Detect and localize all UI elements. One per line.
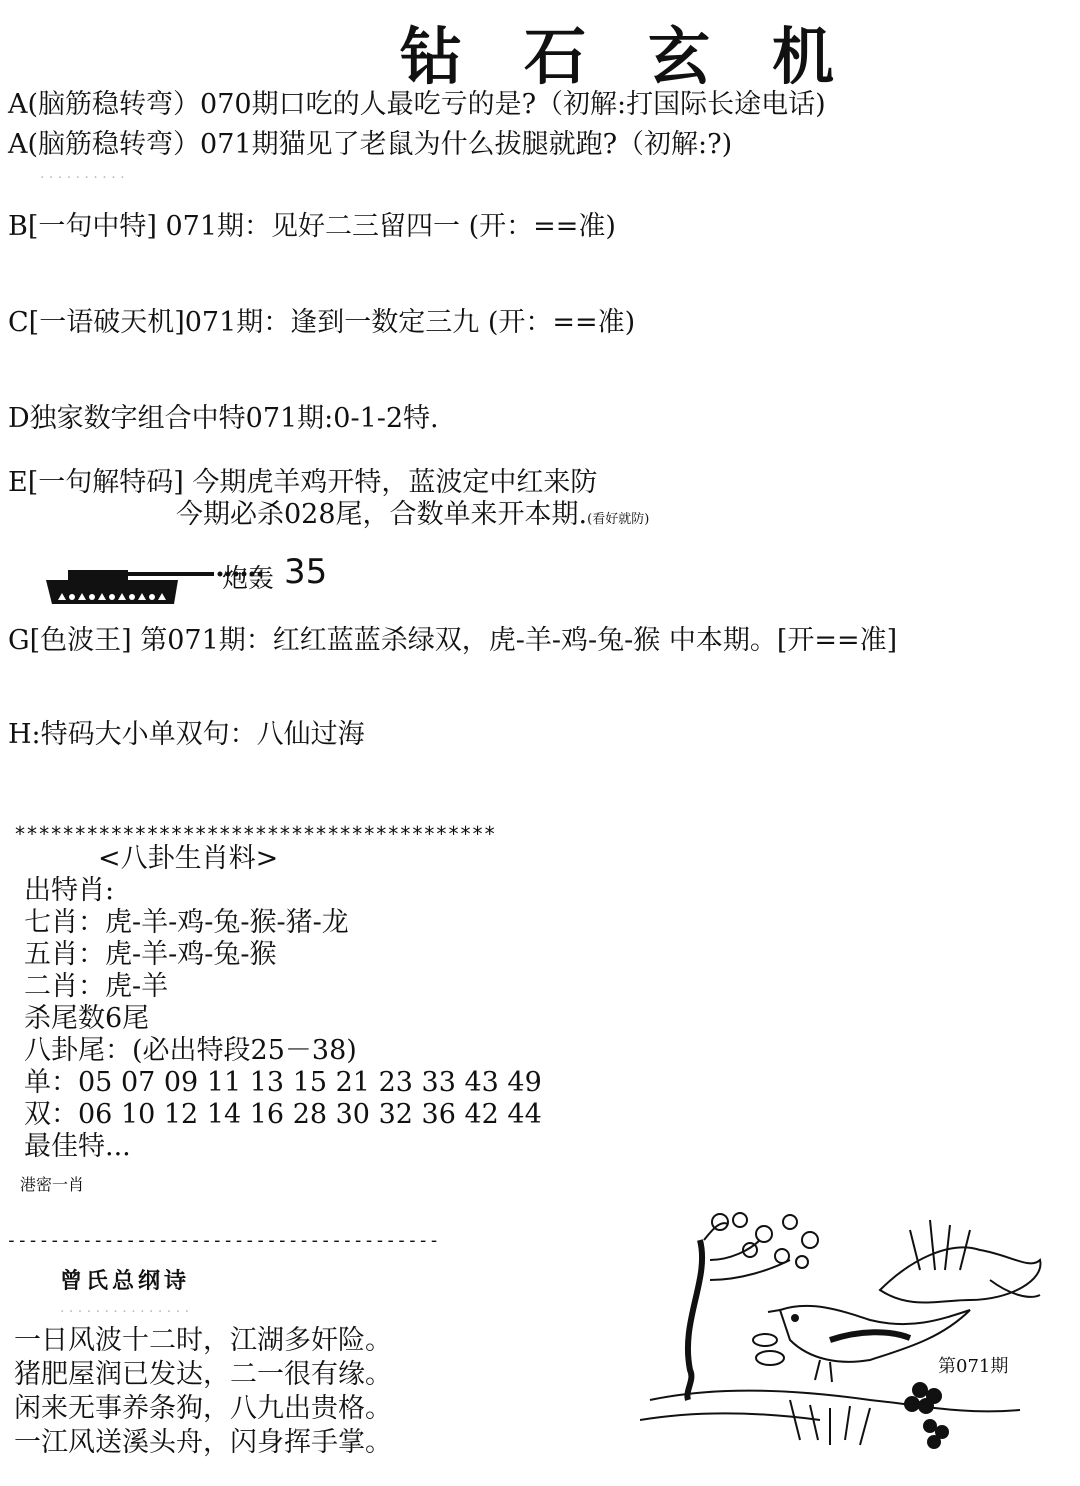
riddle-line-070: A(脑筋稳转弯）070期口吃的人最吃亏的是?（初解:打国际长途电话) bbox=[8, 89, 826, 120]
line-g: G[色波王] 第071期：红红蓝蓝杀绿双，虎-羊-鸡-兔-猴 中本期。[开==准] bbox=[8, 625, 898, 656]
issue-label: 第071期 bbox=[938, 1356, 1009, 1377]
line-b: B[一句中特] 071期：见好二三留四一 (开：==准) bbox=[8, 211, 616, 242]
dash-divider: ---------------------------------------- bbox=[6, 1230, 440, 1251]
riddle-line-071: A(脑筋稳转弯）071期猫见了老鼠为什么拔腿就跑?（初解:?) bbox=[8, 129, 733, 160]
poem-line-0: 一日风波十二时，江湖多奸险。 bbox=[14, 1325, 392, 1356]
bagua-item-0: 出特肖: bbox=[24, 875, 115, 906]
line-e2-note: (看好就防) bbox=[587, 512, 650, 527]
poem-line-2: 闲来无事养条狗，八九出贵格。 bbox=[14, 1393, 392, 1424]
bagua-item-2: 五肖：虎-羊-鸡-兔-猴 bbox=[24, 939, 277, 970]
faded-text: · · · · · · · · · · bbox=[40, 170, 125, 186]
tank-number: 35 bbox=[284, 552, 328, 592]
bagua-item-1: 七肖：虎-羊-鸡-兔-猴-猪-龙 bbox=[24, 907, 349, 938]
bagua-item-5: 八卦尾：(必出特段25－38) bbox=[24, 1035, 357, 1066]
bagua-item-7: 双：06 10 12 14 16 28 30 32 36 42 44 bbox=[24, 1099, 542, 1130]
bagua-item-8: 最佳特... bbox=[24, 1131, 131, 1160]
line-e2-text: 今期必杀028尾，合数单来开本期. bbox=[176, 499, 588, 530]
poem-title: 曾氏总纲诗 bbox=[60, 1268, 191, 1294]
bird-illustration bbox=[640, 1200, 1060, 1474]
bagua-item-6: 单：05 07 09 11 13 15 21 23 33 43 49 bbox=[24, 1067, 542, 1098]
bagua-heading: <八卦生肖料> bbox=[98, 843, 279, 874]
star-divider: **************************************** bbox=[14, 822, 496, 846]
bagua-item-4: 杀尾数6尾 bbox=[24, 1003, 150, 1034]
bagua-footnote: 港密一肖 bbox=[20, 1175, 85, 1194]
line-e2 bbox=[176, 498, 649, 537]
page-title: 钻石玄机 bbox=[400, 20, 897, 93]
poem-line-1: 猪肥屋润已发达，二一很有缘。 bbox=[14, 1359, 392, 1390]
tank-label: 炮轰 bbox=[222, 564, 275, 594]
poem-line-3: 一江风送溪头舟，闪身挥手掌。 bbox=[14, 1427, 392, 1458]
bagua-item-3: 二肖：虎-羊 bbox=[24, 971, 169, 1002]
line-c: C[一语破天机]071期：逢到一数定三九 (开：==准) bbox=[8, 307, 636, 338]
line-d: D独家数字组合中特071期:0-1-2特. bbox=[8, 403, 439, 434]
line-e1: E[一句解特码] 今期虎羊鸡开特，蓝波定中红来防 bbox=[8, 467, 598, 498]
faded-text-2: · · · · · · · · · · · · · · · bbox=[60, 1304, 190, 1320]
line-h: H:特码大小单双句：八仙过海 bbox=[8, 719, 365, 750]
